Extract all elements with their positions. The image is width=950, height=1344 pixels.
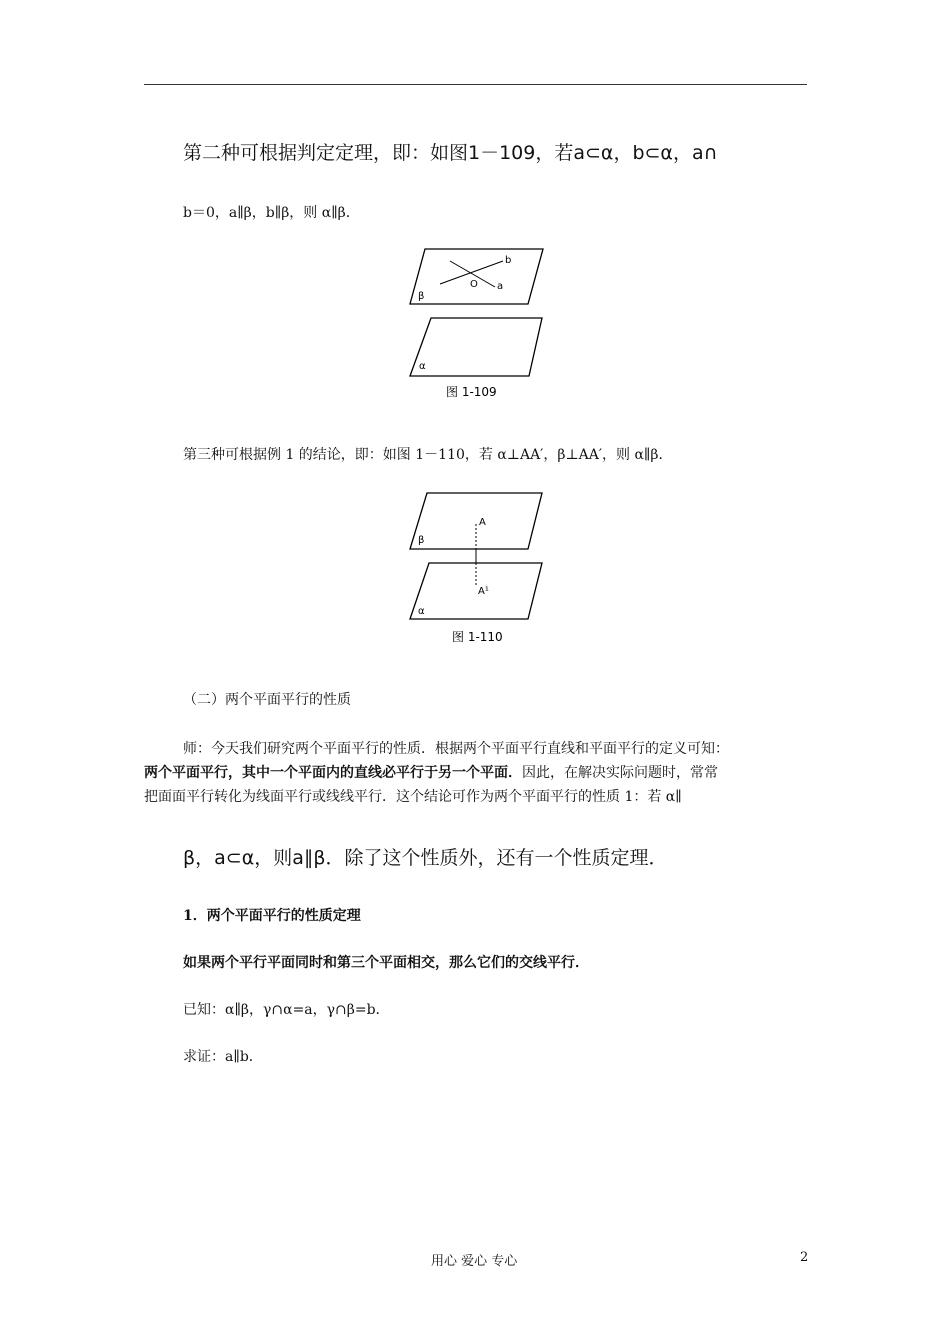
label-b: b [505, 255, 512, 266]
footer-center: 用心 爱心 专心 [431, 1254, 518, 1269]
figure-1-109 [400, 242, 550, 402]
para-bold-text: 两个平面平行，其中一个平面内的直线必平行于另一个平面． [144, 765, 522, 781]
label-alpha: α [418, 606, 425, 617]
label-alpha: α [419, 361, 426, 372]
figure-1-110 [400, 488, 550, 648]
para-rest-text: 因此，在解决实际问题时，常常 [522, 765, 718, 781]
given-line: 已知：α∥β，γ∩α=a，γ∩β=b． [183, 1002, 390, 1018]
text-line-2: b＝0，a∥β，b∥β，则 α∥β． [183, 205, 360, 221]
label-A1: A¹ [478, 586, 489, 597]
section-heading: （二）两个平面平行的性质 [183, 692, 351, 708]
text-line-big: β，a⊂α，则a∥β．除了这个性质外，还有一个性质定理． [183, 847, 668, 869]
label-a: a [497, 281, 504, 292]
theorem-title: 1．两个平面平行的性质定理 [183, 908, 361, 924]
para-line-1: 师：今天我们研究两个平面平行的性质．根据两个平面平行直线和平面平行的定义可知： [183, 741, 729, 757]
header-rule [144, 84, 807, 85]
prove-line: 求证：a∥b． [183, 1049, 263, 1065]
page-number: 2 [800, 1250, 809, 1265]
plane-alpha [410, 318, 542, 376]
text-line-1: 第二种可根据判定定理，即：如图1－109，若a⊂α，b⊂α，a∩ [183, 142, 718, 164]
label-o: O [470, 279, 478, 290]
caption-1-109: 图 1-109 [446, 385, 497, 399]
para-line-3: 把面面平行转化为线面平行或线线平行．这个结论可作为两个平面平行的性质 1：若 α∥ [144, 789, 682, 805]
para-line-2 [144, 762, 718, 782]
label-beta: β [418, 291, 425, 302]
caption-1-110: 图 1-110 [452, 630, 503, 644]
theorem-text: 如果两个平行平面同时和第三个平面相交，那么它们的交线平行． [183, 955, 589, 971]
label-beta: β [418, 535, 425, 546]
text-line-3: 第三种可根据例 1 的结论，即：如图 1－110，若 α⊥AA′，β⊥AA′，则 α∥β． [183, 447, 673, 463]
label-A: A [479, 517, 486, 528]
